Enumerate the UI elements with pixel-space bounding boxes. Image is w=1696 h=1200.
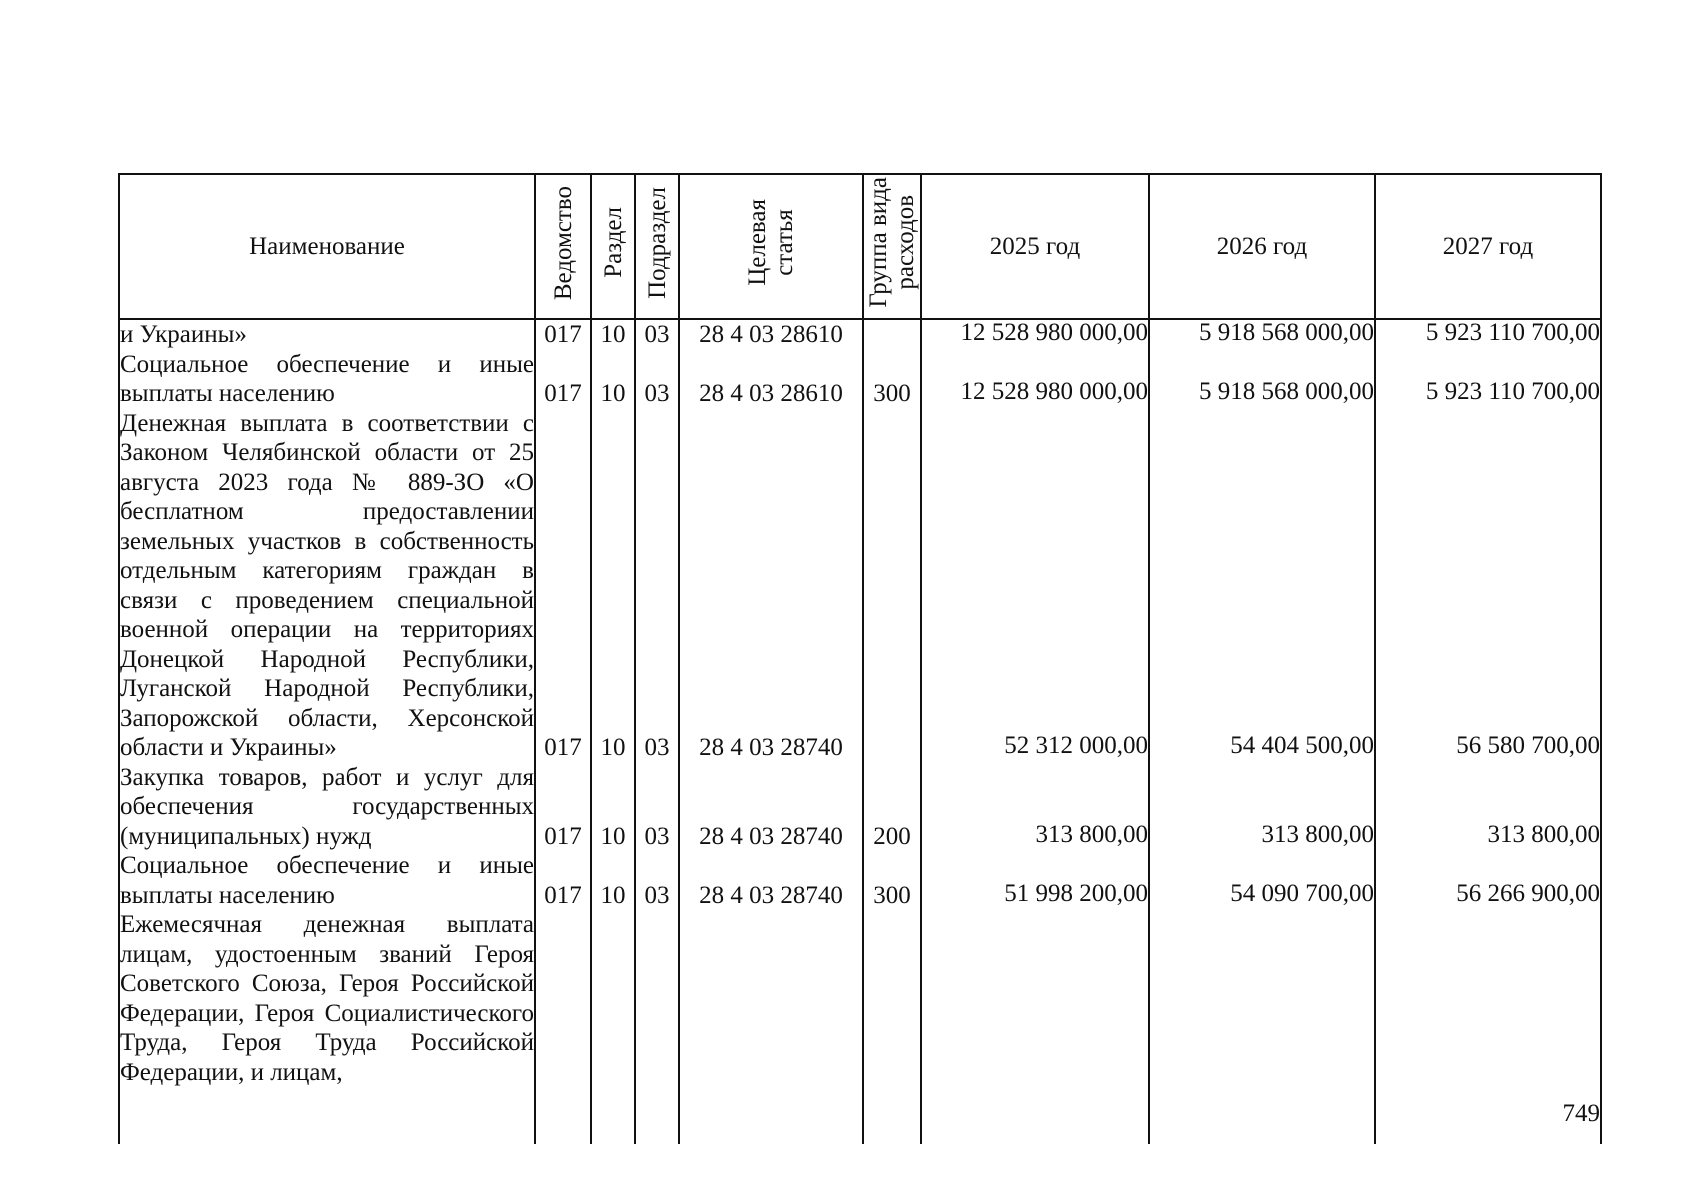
row-razdel: 10 xyxy=(591,851,635,910)
row-name: Социальное обеспечение и иные выплаты населению xyxy=(120,852,534,909)
table-row xyxy=(119,409,1601,763)
table-row xyxy=(119,851,1601,910)
header-razdel: Раздел xyxy=(591,174,635,319)
row-podrazdel: 03 xyxy=(635,851,679,910)
header-celevaya: Целевая статья xyxy=(679,174,863,319)
row-gruppa: 300 xyxy=(863,851,921,910)
header-2027: 2027 год xyxy=(1375,174,1601,319)
row-2026: 54 404 500,00 xyxy=(1149,409,1375,763)
row-celevaya: 28 4 03 28610 xyxy=(679,350,863,409)
row-ved: 017 xyxy=(535,409,591,763)
row-2027: 313 800,00 xyxy=(1375,763,1601,852)
row-razdel: 10 xyxy=(591,350,635,409)
row-2026: 5 918 568 000,00 xyxy=(1149,319,1375,350)
header-ved: Ведомство xyxy=(535,174,591,319)
row-2026: 313 800,00 xyxy=(1149,763,1375,852)
header-gruppa: Группа вида расходов xyxy=(863,174,921,319)
row-2026: 5 918 568 000,00 xyxy=(1149,350,1375,409)
header-2026: 2026 год xyxy=(1149,174,1375,319)
row-gruppa: 200 xyxy=(863,763,921,852)
table-header-row xyxy=(119,174,1601,319)
row-celevaya: 28 4 03 28610 xyxy=(679,319,863,350)
header-name: Наименование xyxy=(119,174,535,319)
row-podrazdel: 03 xyxy=(635,409,679,763)
row-razdel: 10 xyxy=(591,319,635,350)
row-podrazdel: 03 xyxy=(635,350,679,409)
row-2025: 12 528 980 000,00 xyxy=(921,350,1149,409)
row-podrazdel xyxy=(635,910,679,1144)
header-2025: 2025 год xyxy=(921,174,1149,319)
row-gruppa xyxy=(863,319,921,350)
page-number: 749 xyxy=(1562,1100,1600,1127)
row-2025: 313 800,00 xyxy=(921,763,1149,852)
row-2025: 51 998 200,00 xyxy=(921,851,1149,910)
row-gruppa xyxy=(863,910,921,1144)
row-razdel: 10 xyxy=(591,409,635,763)
row-ved: 017 xyxy=(535,319,591,350)
row-celevaya: 28 4 03 28740 xyxy=(679,851,863,910)
row-2027: 56 580 700,00 xyxy=(1375,409,1601,763)
row-2025: 12 528 980 000,00 xyxy=(921,319,1149,350)
row-name: Ежемесячная денежная выплата лицам, удостоенным званий Героя Советского Союза, Героя Российской Федерации, Героя Социалистического Труда, Героя Труда Российской Федерации, и лицам, xyxy=(119,910,535,1144)
row-celevaya: 28 4 03 28740 xyxy=(679,409,863,763)
row-2026 xyxy=(1149,910,1375,1144)
row-2025 xyxy=(921,910,1149,1144)
row-name: и Украины» xyxy=(119,319,535,350)
table-row xyxy=(119,319,1601,350)
row-2026: 54 090 700,00 xyxy=(1149,851,1375,910)
table-row xyxy=(119,910,1601,1144)
row-ved: 017 xyxy=(535,350,591,409)
row-razdel xyxy=(591,910,635,1144)
table-row xyxy=(119,350,1601,409)
row-2027: 5 923 110 700,00 xyxy=(1375,350,1601,409)
row-razdel: 10 xyxy=(591,763,635,852)
row-2027: 56 266 900,00 xyxy=(1375,851,1601,910)
row-celevaya: 28 4 03 28740 xyxy=(679,763,863,852)
row-name: Закупка товаров, работ и услуг для обеспечения государственных (муниципальных) нужд xyxy=(120,763,534,850)
row-gruppa: 300 xyxy=(863,350,921,409)
row-gruppa xyxy=(863,409,921,763)
row-2025: 52 312 000,00 xyxy=(921,409,1149,763)
row-ved: 017 xyxy=(535,851,591,910)
row-podrazdel: 03 xyxy=(635,763,679,852)
header-podrazdel: Подраздел xyxy=(635,174,679,319)
row-name: Социальное обеспечение и иные выплаты населению xyxy=(120,350,534,407)
row-celevaya xyxy=(679,910,863,1144)
row-podrazdel: 03 xyxy=(635,319,679,350)
row-ved xyxy=(535,910,591,1144)
table-row xyxy=(119,763,1601,852)
row-2027: 5 923 110 700,00 xyxy=(1375,319,1601,350)
row-ved: 017 xyxy=(535,763,591,852)
row-name: Денежная выплата в соответствии с Законом Челябинской области от 25 августа 2023 года № 889-ЗО «О бесплатном предоставлении земельных участков в собственность отдельным категориям граждан в связи с проведением специальной военной операции на территориях Донецкой Народной Республики, Луганской Народной Республики, Запорожской области, Херсонской области и Украины» xyxy=(120,409,534,761)
budget-table xyxy=(118,173,1602,1144)
